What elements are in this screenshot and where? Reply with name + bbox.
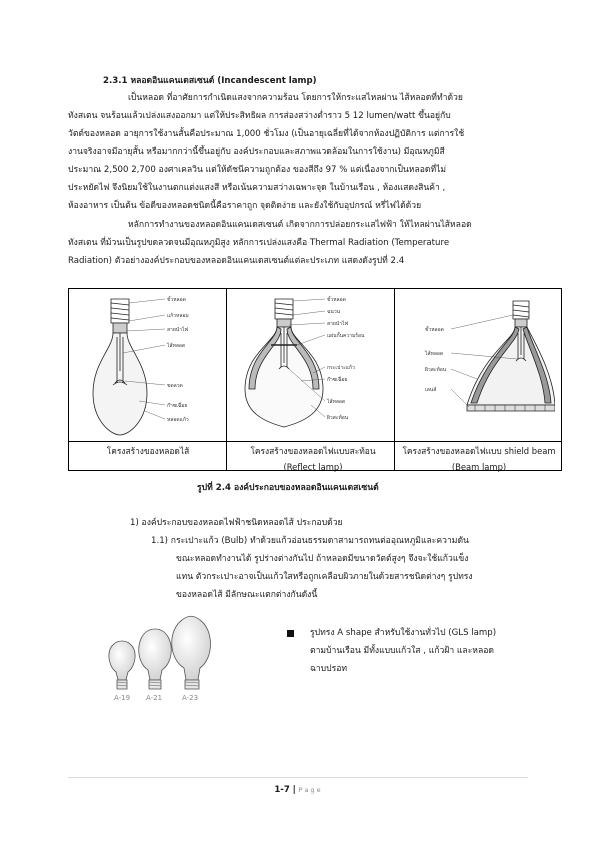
bulb-a23 <box>172 616 211 689</box>
gls-label: ขดลวด <box>167 383 183 389</box>
page-number: 1-7 <box>274 785 290 795</box>
paragraph-1-line: ห้องอาหาร เป็นต้น ข้อดีของหลอดชนิดนี้คือราคาถูก จุดติดง่าย และยังใช้กับอุปกรณ์ หรี่ไฟได้ด้วย <box>68 201 422 211</box>
paragraph-1-line: วัตต์ของหลอด อายุการใช้งานสั้นคือประมาณ 1,000 ชั่วโมง (เป็นอายุเฉลี่ยที่ได้จากห้องปฏิบัติการ แต่การใช้ <box>68 129 465 139</box>
figure-title: รูปที่ 2.4 องค์ประกอบของหลอดอินแคนเดสเซนต์ <box>197 483 379 493</box>
list-item-1-1-line: แทน ตัวกระเปาะอาจเป็นแก้วใสหรือถูกเคลือบผิวภายในด้วยสารชนิดต่างๆ รูปทรง <box>176 572 473 582</box>
beam-lamp-outline <box>467 301 555 411</box>
gls-label: สายนำไฟ <box>167 327 189 333</box>
bulb-a21 <box>139 629 172 689</box>
gls-label: แก้วหลอม <box>167 313 189 319</box>
gls-labels <box>166 294 189 423</box>
bulb-label: A-19 <box>114 694 131 702</box>
page-label: P a g e <box>298 786 321 794</box>
paragraph-1-line: เป็นหลอด ที่อาศัยการกำเนิดแสงจากความร้อน โดยการให้กระแสไหลผ่าน ไส้หลอดที่ทำด้วย <box>128 93 463 103</box>
gls-lamp-diagram <box>89 293 219 439</box>
reflect-labels <box>326 294 365 421</box>
figure-caption-beam: โครงสร้างของหลอดไฟแบบ shield beam (Beam lamp) <box>402 446 556 472</box>
gls-label: ไส้หลอด <box>167 343 186 349</box>
a-shape-bulbs-illustration <box>104 610 214 706</box>
list-item-1-1-line: 1.1) กระเปาะแก้ว (Bulb) ทำด้วยแก้วอ่อนธรรมดาสามารถทนต่ออุณหภูมิและความดัน <box>151 536 469 546</box>
gls-label: ก๊าซเฉื่อย <box>167 403 188 409</box>
beam-label: ไส้หลอด <box>425 351 444 357</box>
figure-table <box>68 288 562 471</box>
reflect-label: ขั้วหลอด <box>327 297 346 303</box>
reflect-label: สายนำไฟ <box>327 321 349 327</box>
reflect-lamp-diagram <box>241 293 391 439</box>
bulb-label: A-21 <box>146 694 163 702</box>
reflect-label: กระเปาะแก้ว <box>327 365 355 371</box>
section-heading: 2.3.1 หลอดอินแคนเดสเซนต์ (Incandescent lamp) <box>103 76 317 86</box>
paragraph-1-line: ประหยัดไฟ จึงนิยมใช้ในงานตกแต่งแสงสี หรือเน้นความสว่างเฉพาะจุด ในบ้านเรือน , ห้องแสดงสินค้า , <box>68 183 446 193</box>
bullet-item-line: ตามบ้านเรือน มีทั้งแบบแก้วใส , แก้วฝ้า และหลอด <box>310 646 494 656</box>
bullet-item-line: รูปทรง A shape สำหรับใช้งานทั่วไป (GLS lamp) <box>310 628 497 638</box>
bulb-label: A-23 <box>182 694 199 702</box>
paragraph-2-line: Radiation) ตัวอย่างองค์ประกอบของหลอดอินแคนเดสเซนต์แต่ละประเภท แสดงดังรูปที่ 2.4 <box>68 256 405 266</box>
paragraph-2-line: ทังสเตน ที่ม้วนเป็นรูปขดลวดจนมีอุณหภูมิสูง หลักการเปล่งแสงคือ Thermal Radiation (Temperature <box>68 238 450 248</box>
reflect-label: ก๊าซเฉื่อย <box>327 377 348 383</box>
reflect-label: ผิวสะท้อน <box>327 415 349 421</box>
bulb-a19 <box>109 641 135 689</box>
reflect-label: แผ่นกั้นความร้อน <box>327 333 365 339</box>
page-footer <box>0 785 595 795</box>
reflect-label: ไส้หลอด <box>327 399 346 405</box>
beam-lamp-diagram <box>405 293 555 439</box>
reflect-lamp-outline <box>245 299 323 427</box>
paragraph-2-line: หลักการทำงานของหลอดอินแคนเดสเซนต์ เกิดจากการปล่อยกระแสไฟฟ้า ให้ไหลผ่านไส้หลอด <box>128 220 472 230</box>
paragraph-1-line: งานจริงอาจมีอายุสั้น หรือมากกว่านี้ขึ้นอยู่กับ องค์ประกอบและสภาพแวดล้อมในการใช้งาน) มีอุณหภูมิสี <box>68 147 445 157</box>
reflect-label: ฉนวน <box>327 309 341 315</box>
beam-label: เลนส์ <box>425 387 437 393</box>
footer-rule <box>68 777 528 778</box>
bullet-marker <box>287 630 294 637</box>
gls-label: หลอดแก้ว <box>167 417 189 423</box>
list-item-1-1-line: ของหลอดไส้ มีลักษณะแตกต่างกันดังนี้ <box>176 590 318 600</box>
list-item-1-1-line: ขณะหลอดทำงานได้ รูปร่างต่างกันไป ถ้าหลอดมีขนาดวัตต์สูงๆ จึงจะใช้แก้วแข็ง <box>176 554 469 564</box>
paragraph-1-line: ทังสเตน จนร้อนแล้วเปล่งแสงออกมา แต่ให้ประสิทธิผล การส่องสว่างต่ำราว 5 12 lumen/watt ขึ้นอยู่กับ <box>68 111 451 121</box>
paragraph-1-line: ประมาณ 2,500 2,700 องศาเคลวิน แต่ให้ดัชนีความถูกต้อง ของสีถึง 97 % แต่เนื่องจากเป็นหลอดที่ไม่ <box>68 165 447 175</box>
list-item-1: 1) องค์ประกอบของหลอดไฟฟ้าชนิดหลอดไส้ ประกอบด้วย <box>130 518 343 528</box>
beam-label: ขั้วหลอด <box>425 327 444 333</box>
figure-caption-gls: โครงสร้างของหลอดไส้ <box>106 446 190 456</box>
bullet-item-line: ฉาบปรอท <box>310 664 348 674</box>
beam-label: ผิวสะท้อน <box>425 367 447 373</box>
bulb-labels <box>114 694 198 702</box>
beam-labels <box>424 324 447 393</box>
gls-label: ขั้วหลอด <box>167 297 186 303</box>
footer-separator: | <box>292 785 296 795</box>
figure-caption-reflect: โครงสร้างของหลอดไฟแบบสะท้อน (Reflect lamp) <box>250 446 376 472</box>
